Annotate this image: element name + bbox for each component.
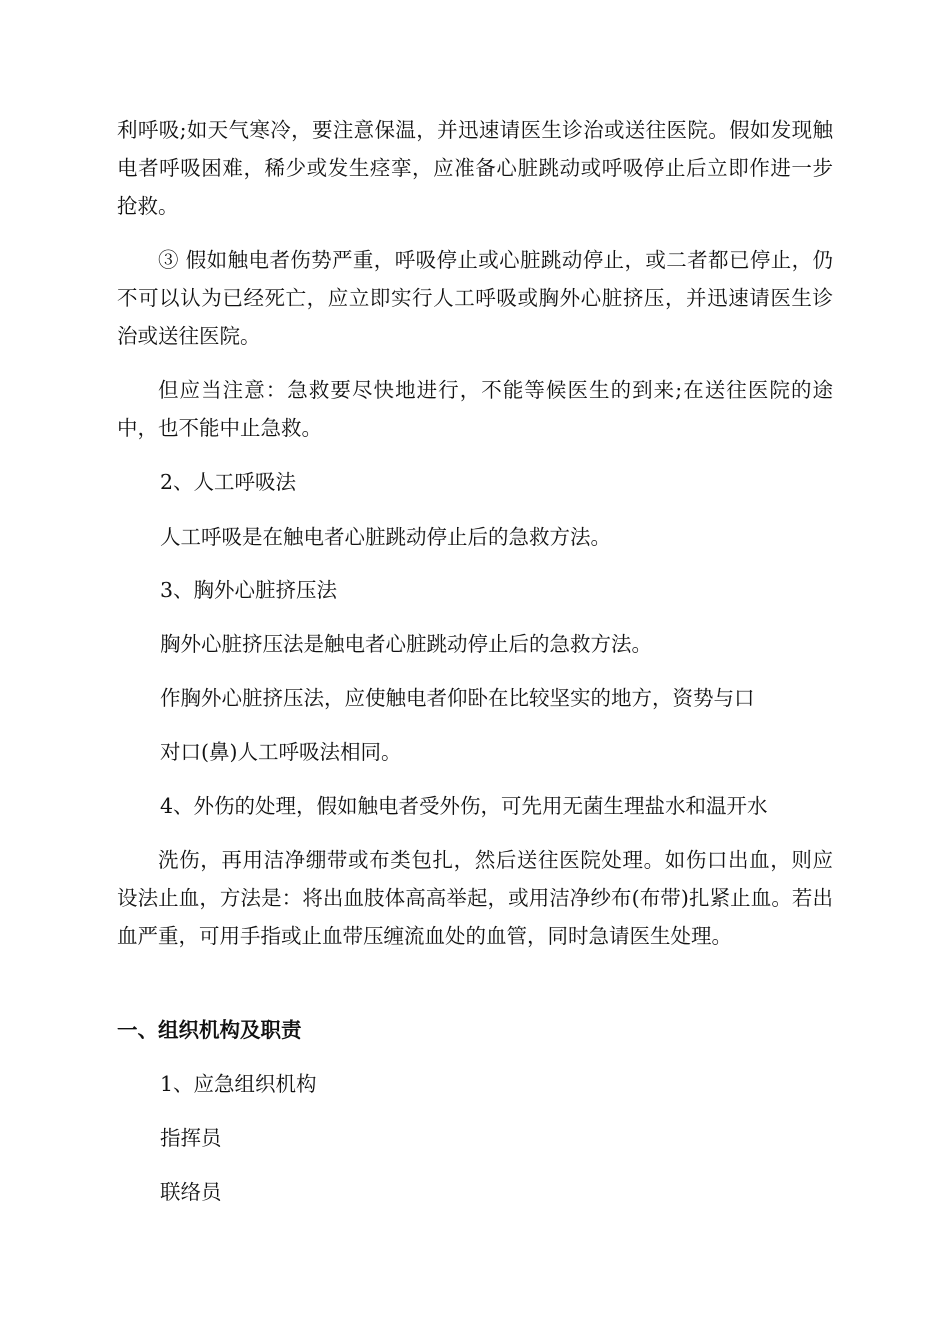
- section-heading: 一、组织机构及职责: [117, 1018, 302, 1042]
- paragraph-compression-method-2: 对口(鼻)人工呼吸法相同。: [160, 740, 402, 764]
- paragraph-artificial-respiration: 人工呼吸是在触电者心脏跳动停止后的急救方法。: [160, 525, 611, 549]
- subheading-artificial-respiration: 2、人工呼吸法: [160, 470, 297, 494]
- paragraph-compression-method-1: 作胸外心脏挤压法，应使触电者仰卧在比较坚实的地方，资势与口: [160, 686, 755, 710]
- subheading-chest-compression: 3、胸外心脏挤压法: [160, 578, 338, 602]
- section-item-emergency-organization: 1、应急组织机构: [160, 1072, 317, 1096]
- section-item-commander: 指挥员: [160, 1126, 222, 1150]
- paragraph-continuation: 利呼吸;如天气寒冷，要注意保温，并迅速请医生诊治或送往医院。假如发现触电者呼吸困难，稀少或发生痉挛，应准备心脏跳动或呼吸停止后立即作进一步抢救。: [117, 118, 833, 218]
- paragraph-trauma-treatment: 4、外伤的处理，假如触电者受外伤，可先用无菌生理盐水和温开水: [160, 794, 768, 818]
- section-item-liaison: 联络员: [160, 1180, 222, 1204]
- paragraph-chest-compression: 胸外心脏挤压法是触电者心脏跳动停止后的急救方法。: [160, 632, 652, 656]
- paragraph-severe-injury: ③ 假如触电者伤势严重，呼吸停止或心脏跳动停止，或二者都已停止，仍不可以认为已经死亡，应立即实行人工呼吸或胸外心脏挤压，并迅速请医生诊治或送往医院。: [117, 248, 833, 348]
- paragraph-note: 但应当注意：急救要尽快地进行，不能等候医生的到来;在送往医院的途中，也不能中止急救。: [117, 378, 833, 440]
- paragraph-wound-care: 洗伤，再用洁净绷带或布类包扎，然后送往医院处理。如伤口出血，则应设法止血，方法是：将出血肢体高高举起，或用洁净纱布(布带)扎紧止血。若出血严重，可用手指或止血带压缠流血处的血管，同时急请医生处理。: [117, 848, 833, 948]
